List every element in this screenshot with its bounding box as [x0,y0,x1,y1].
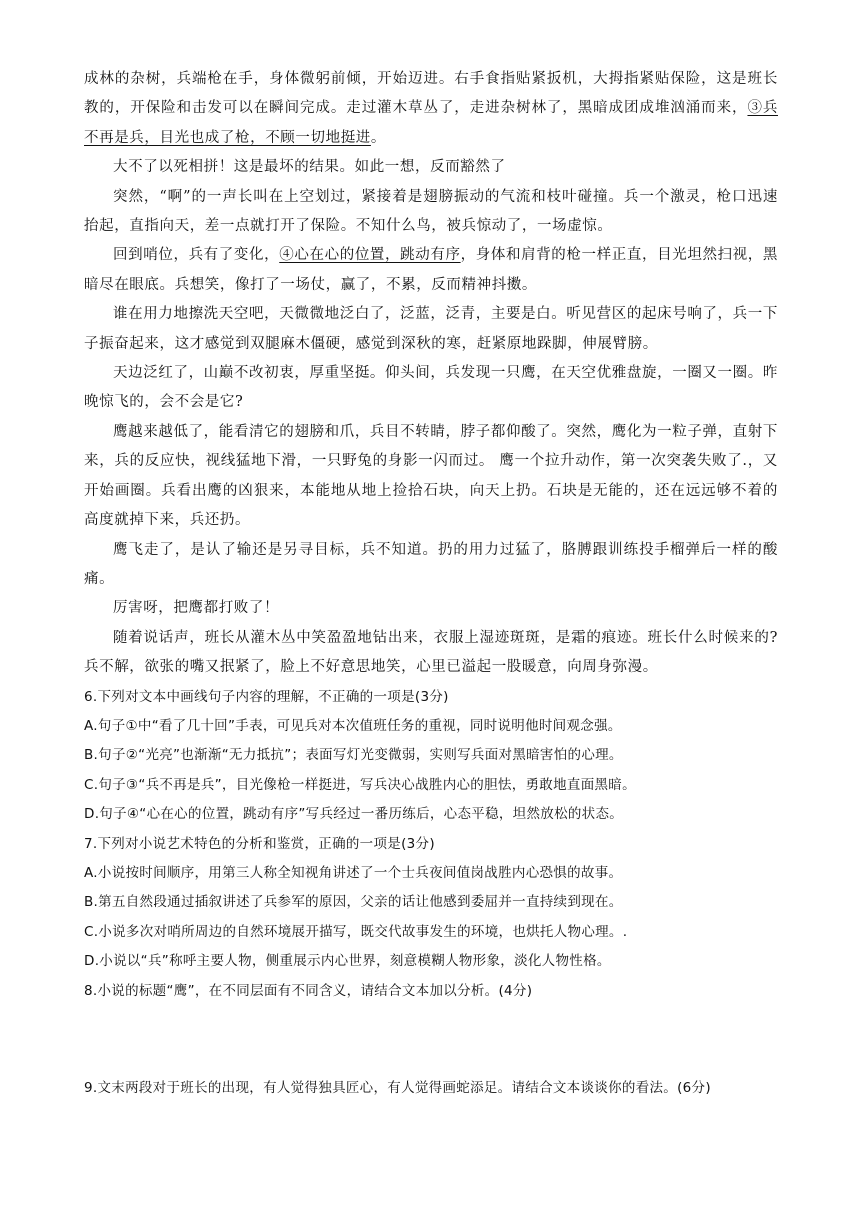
question-7-option-d: D.小说以“兵”称呼主要人物，侧重展示内心世界，刻意模糊人物形象，淡化人物性格。 [84,953,611,970]
passage-paragraph-7: 鹰越来越低了，能看清它的翅膀和爪，兵目不转睛，脖子都仰酸了。突然，鹰化为一粒子弹，直射下来，兵的反应快，视线猛地下滑，一只野兔的身影一闪而过。 鹰一个拉升动作，第一次突袭失败了.，又开始画圈。兵看出鹰的凶狠来，本能地从地上捡拾石块，向天上扔。石块是无能的，还在远远够不着的高度就掉下来，兵还扔。 [84,423,778,529]
passage-paragraph-1 [84,65,778,153]
question-8: 8.小说的标题“鹰”，在不同层面有不同含义，请结合文本加以分析。(4分) [84,982,533,999]
question-6-option-a: A.句子①中“看了几十回”手表，可见兵对本次值班任务的重视，同时说明他时间观念强。 [84,717,622,734]
question-6-option-c: C.句子③“兵不再是兵”，目光像枪一样挺进，写兵决心战胜内心的胆怯，勇敢地直面黑暗。 [84,776,636,793]
passage-paragraph-9: 厉害呀，把鹰都打败了！ [113,600,280,617]
question-6-stem: 6.下列对文本中画线句子内容的理解，不正确的一项是(3分) [84,688,449,705]
underlined-sentence-4: ④心在心的位置，跳动有序 [279,247,461,264]
question-7-stem: 7.下列对小说艺术特色的分析和鉴赏，正确的一项是(3分) [84,835,435,852]
paragraph-end: 。 [370,129,387,146]
question-7-option-c: C.小说多次对哨所周边的自然环境展开描写，既交代故事发生的环境，也烘托人物心理。. [84,923,628,940]
question-9: 9.文末两段对于班长的出现，有人觉得独具匠心，有人觉得画蛇添足。请结合文本谈谈你的看法。(6分) [84,1080,711,1096]
paragraph-text: 回到哨位，兵有了变化， [113,247,280,264]
passage-paragraph-5: 谁在用力地擦洗天空吧，天微微地泛白了，泛蓝，泛青，主要是白。听见营区的起床号响了，兵一下子振奋起来，这才感觉到双腿麻木僵硬，感觉到深秋的寒，赶紧原地跺脚，伸展臂膀。 [84,306,778,352]
answer-space [84,1006,778,1074]
underlined-sentence-3: ③兵不再是兵，目光也成了枪，不顾一切地挺进 [84,100,778,146]
passage-paragraph-8: 鹰飞走了，是认了输还是另寻目标，兵不知道。扔的用力过猛了，胳膊跟训练投手榴弹后一样的酸痛。 [84,541,778,587]
passage-paragraph-4 [84,241,778,300]
passage-paragraph-10: 随着说话声，班长从灌木丛中笑盈盈地钻出来，衣服上湿迹斑斑，是霜的痕迹。班长什么时候来的?兵不解，欲张的嘴又抿紧了，脸上不好意思地笑，心里已溢起一股暖意，向周身弥漫。 [84,629,778,676]
question-7-option-b: B.第五自然段通过插叙讲述了兵参军的原因，父亲的话让他感到委屈并一直持续到现在。 [84,894,623,911]
question-6-option-b: B.句子②“光亮”也渐渐“无力抵抗”；表面写灯光变微弱，实则写兵面对黑暗害怕的心理。 [84,747,623,764]
passage-paragraph-6: 天边泛红了，山巅不改初衷，厚重坚挺。仰头间，兵发现一只鹰，在天空优雅盘旋，一圈又一圈。昨晚惊飞的，会不会是它? [84,365,778,411]
question-7-option-a: A.小说按时间顺序，用第三人称全知视角讲述了一个士兵夜间值岗战胜内心恐惧的故事。 [84,864,623,881]
passage-paragraph-3: 突然，“啊”的一声长叫在上空划过，紧接着是翅膀振动的气流和枝叶碰撞。兵一个激灵，枪口迅速抬起，直指向天，差一点就打开了保险。不知什么鸟，被兵惊动了，一场虚惊。 [84,188,778,235]
paragraph-text: ，身体和肩背的枪一样正直，目光坦然扫视，黑暗尽在眼底。兵想笑，像打了一场仗，赢了，不累，反而精神抖擞。 [84,247,778,293]
question-6-option-d: D.句子④“心在心的位置，跳动有序”写兵经过一番历练后，心态平稳，坦然放松的状态。 [84,806,624,823]
paragraph-text: 成林的杂树，兵端枪在手，身体微躬前倾，开始迈进。右手食指贴紧扳机，大拇指紧贴保险，这是班长教的，开保险和击发可以在瞬间完成。走过灌木草丛了，走进杂树林了，黑暗成团成堆汹涌而来， [84,71,778,117]
passage-paragraph-2: 大不了以死相拼！这是最坏的结果。如此一想，反而豁然了 [113,159,506,176]
